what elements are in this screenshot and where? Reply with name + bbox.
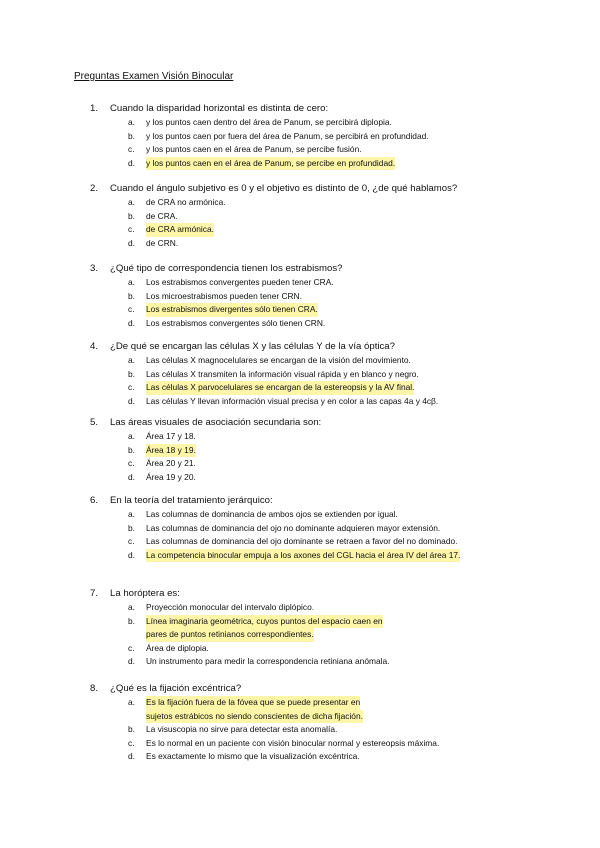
answer-option bbox=[0, 696, 600, 710]
answer-option bbox=[0, 601, 600, 615]
question-line bbox=[0, 682, 600, 695]
answer-option bbox=[0, 430, 600, 444]
option-letter: c. bbox=[128, 536, 135, 546]
option-text: Las células Y llevan información visual precisa y en color a las capas 4a y 4cβ. bbox=[146, 395, 439, 406]
option-letter: a. bbox=[128, 509, 135, 519]
option-text: La visuscopia no sirve para detectar esta anomalía. bbox=[146, 724, 338, 734]
option-text: y los puntos caen dentro del área de Panum, se percibirá diplopia. bbox=[146, 117, 392, 127]
option-text: Proyección monocular del intervalo diplópico. bbox=[146, 602, 315, 612]
option-text: Las columnas de dominancia del ojo dominante se retraen a favor del no dominado. bbox=[146, 536, 458, 546]
question-block bbox=[0, 416, 600, 484]
correct-answer-text: pares de puntos retinianos correspondientes. bbox=[146, 628, 314, 642]
correct-answer-text: Área 18 y 19. bbox=[146, 444, 196, 458]
question-block bbox=[0, 102, 600, 170]
answer-option bbox=[0, 368, 600, 382]
question-number: 3. bbox=[90, 263, 99, 274]
option-letter: b. bbox=[128, 210, 135, 221]
option-letter: c. bbox=[128, 144, 135, 154]
question-text: ¿Qué tipo de correspondencia tienen los estrabismos? bbox=[110, 263, 343, 274]
answer-option bbox=[0, 444, 600, 458]
answer-option bbox=[0, 535, 600, 549]
correct-answer-text: La competencia binocular empuja a los axones del CGL hacia el área IV del área 17. bbox=[146, 549, 460, 563]
question-line bbox=[0, 416, 600, 429]
question-number: 7. bbox=[90, 588, 99, 599]
option-letter: b. bbox=[128, 724, 135, 734]
option-letter: d. bbox=[128, 549, 135, 560]
option-letter: c. bbox=[128, 642, 135, 653]
question-text: La horóptera es: bbox=[110, 588, 180, 599]
option-letter: a. bbox=[128, 431, 135, 441]
option-text: Es exactamente lo mismo que la visualización excéntrica. bbox=[146, 751, 360, 761]
option-letter: d. bbox=[128, 157, 135, 168]
option-letter: c. bbox=[128, 458, 135, 468]
option-text: y los puntos caen por fuera del área de Panum, se percibirá en profundidad. bbox=[146, 130, 429, 141]
answer-option bbox=[0, 549, 600, 563]
question-text: ¿Qué es la fijación excéntrica? bbox=[110, 683, 242, 694]
question-line bbox=[0, 262, 600, 275]
answer-option bbox=[0, 723, 600, 737]
question-text: ¿De qué se encargan las células X y las células Y de la vía óptica? bbox=[110, 341, 395, 352]
question-number: 4. bbox=[90, 341, 99, 352]
answer-option bbox=[0, 615, 600, 629]
answer-option bbox=[0, 457, 600, 471]
option-letter: d. bbox=[128, 317, 135, 328]
option-letter: b. bbox=[128, 444, 135, 455]
option-letter: b. bbox=[128, 368, 135, 379]
answer-option bbox=[0, 628, 600, 642]
option-text: de CRA. bbox=[146, 210, 178, 221]
question-text: Cuando la disparidad horizontal es distinta de cero: bbox=[110, 103, 329, 114]
answer-option bbox=[0, 710, 600, 724]
option-letter: b. bbox=[128, 290, 135, 301]
question-text: Cuando el ángulo subjetivo es 0 y el objetivo es distinto de 0, ¿de qué hablamos? bbox=[110, 183, 458, 194]
option-letter: b. bbox=[128, 615, 135, 626]
answer-option bbox=[0, 290, 600, 304]
question-number: 2. bbox=[90, 183, 99, 194]
option-letter: b. bbox=[128, 522, 135, 533]
option-letter: d. bbox=[128, 656, 135, 666]
option-letter: a. bbox=[128, 602, 135, 612]
option-text: Área 17 y 18. bbox=[146, 431, 196, 441]
question-line bbox=[0, 340, 600, 353]
option-letter: a. bbox=[128, 355, 135, 365]
answer-option bbox=[0, 116, 600, 130]
question-text: En la teoría del tratamiento jerárquico: bbox=[110, 495, 273, 506]
question-block bbox=[0, 494, 600, 562]
option-text: Área de diplopia. bbox=[146, 642, 209, 653]
answer-option bbox=[0, 508, 600, 522]
option-letter: b. bbox=[128, 130, 135, 141]
question-number: 1. bbox=[90, 103, 99, 114]
answer-option bbox=[0, 143, 600, 157]
question-block bbox=[0, 682, 600, 764]
option-letter: c. bbox=[128, 224, 135, 234]
question-number: 8. bbox=[90, 683, 99, 694]
answer-option bbox=[0, 471, 600, 485]
option-letter: d. bbox=[128, 751, 135, 761]
question-line bbox=[0, 587, 600, 600]
option-text: Las células X magnocelulares se encargan de la visión del movimiento. bbox=[146, 355, 411, 365]
question-block bbox=[0, 262, 600, 330]
option-text: Los estrabismos convergentes pueden tener CRA. bbox=[146, 277, 334, 287]
answer-option bbox=[0, 157, 600, 171]
correct-answer-text: de CRA armónica. bbox=[146, 223, 214, 237]
option-letter: c. bbox=[128, 737, 135, 748]
answer-option bbox=[0, 196, 600, 210]
option-letter: a. bbox=[128, 697, 135, 707]
answer-option bbox=[0, 276, 600, 290]
option-text: Las columnas de dominancia de ambos ojos se extienden por igual. bbox=[146, 509, 398, 519]
option-text: Área 19 y 20. bbox=[146, 471, 196, 482]
correct-answer-text: Es la fijación fuera de la fóvea que se puede presentar en bbox=[146, 696, 360, 710]
answer-option bbox=[0, 223, 600, 237]
option-letter: c. bbox=[128, 382, 135, 392]
option-text: Área 20 y 21. bbox=[146, 458, 196, 468]
option-letter: a. bbox=[128, 197, 135, 207]
answer-option bbox=[0, 237, 600, 251]
option-letter: d. bbox=[128, 237, 135, 248]
question-block bbox=[0, 587, 600, 669]
option-letter: c. bbox=[128, 304, 135, 314]
option-letter: a. bbox=[128, 117, 135, 127]
correct-answer-text: Las células X parvocelulares se encargan de la estereopsis y la AV final. bbox=[146, 381, 414, 395]
document-title: Preguntas Examen Visión Binocular bbox=[74, 71, 234, 82]
question-line bbox=[0, 102, 600, 115]
option-text: de CRA no armónica. bbox=[146, 197, 226, 207]
answer-option bbox=[0, 655, 600, 669]
option-text: y los puntos caen en el área de Panum, se percibe fusión. bbox=[146, 144, 362, 154]
option-letter: d. bbox=[128, 395, 135, 406]
option-letter: a. bbox=[128, 277, 135, 287]
correct-answer-text: y los puntos caen en el área de Panum, se percibe en profundidad. bbox=[146, 157, 395, 171]
question-line bbox=[0, 182, 600, 195]
answer-option bbox=[0, 381, 600, 395]
question-text: Las áreas visuales de asociación secundaria son: bbox=[110, 417, 322, 428]
question-block bbox=[0, 182, 600, 250]
answer-option bbox=[0, 522, 600, 536]
answer-option bbox=[0, 210, 600, 224]
answer-option bbox=[0, 395, 600, 409]
correct-answer-text: sujetos estrábicos no siendo conscientes de dicha fijación. bbox=[146, 710, 363, 724]
option-text: Las células X transmiten la información visual rápida y en blanco y negro. bbox=[146, 368, 419, 379]
answer-option bbox=[0, 317, 600, 331]
answer-option bbox=[0, 130, 600, 144]
correct-answer-text: Los estrabismos divergentes sólo tienen CRA. bbox=[146, 303, 318, 317]
answer-option bbox=[0, 737, 600, 751]
answer-option bbox=[0, 354, 600, 368]
question-block bbox=[0, 340, 600, 408]
correct-answer-text: Línea imaginaria geométrica, cuyos puntos del espacio caen en bbox=[146, 615, 383, 629]
question-number: 5. bbox=[90, 417, 99, 428]
question-line bbox=[0, 494, 600, 507]
option-text: Es lo normal en un paciente con visión binocular normal y estereopsis máxima. bbox=[146, 737, 440, 748]
option-text: Un instrumento para medir la correspondencia retiniana anómala. bbox=[146, 656, 390, 666]
answer-option bbox=[0, 642, 600, 656]
option-letter: d. bbox=[128, 471, 135, 482]
answer-option bbox=[0, 303, 600, 317]
question-number: 6. bbox=[90, 495, 99, 506]
answer-option bbox=[0, 750, 600, 764]
option-text: Los estrabismos convergentes sólo tienen CRN. bbox=[146, 317, 326, 328]
option-text: Las columnas de dominancia del ojo no dominante adquieren mayor extensión. bbox=[146, 522, 441, 533]
option-text: de CRN. bbox=[146, 237, 179, 248]
option-text: Los microestrabismos pueden tener CRN. bbox=[146, 290, 302, 301]
